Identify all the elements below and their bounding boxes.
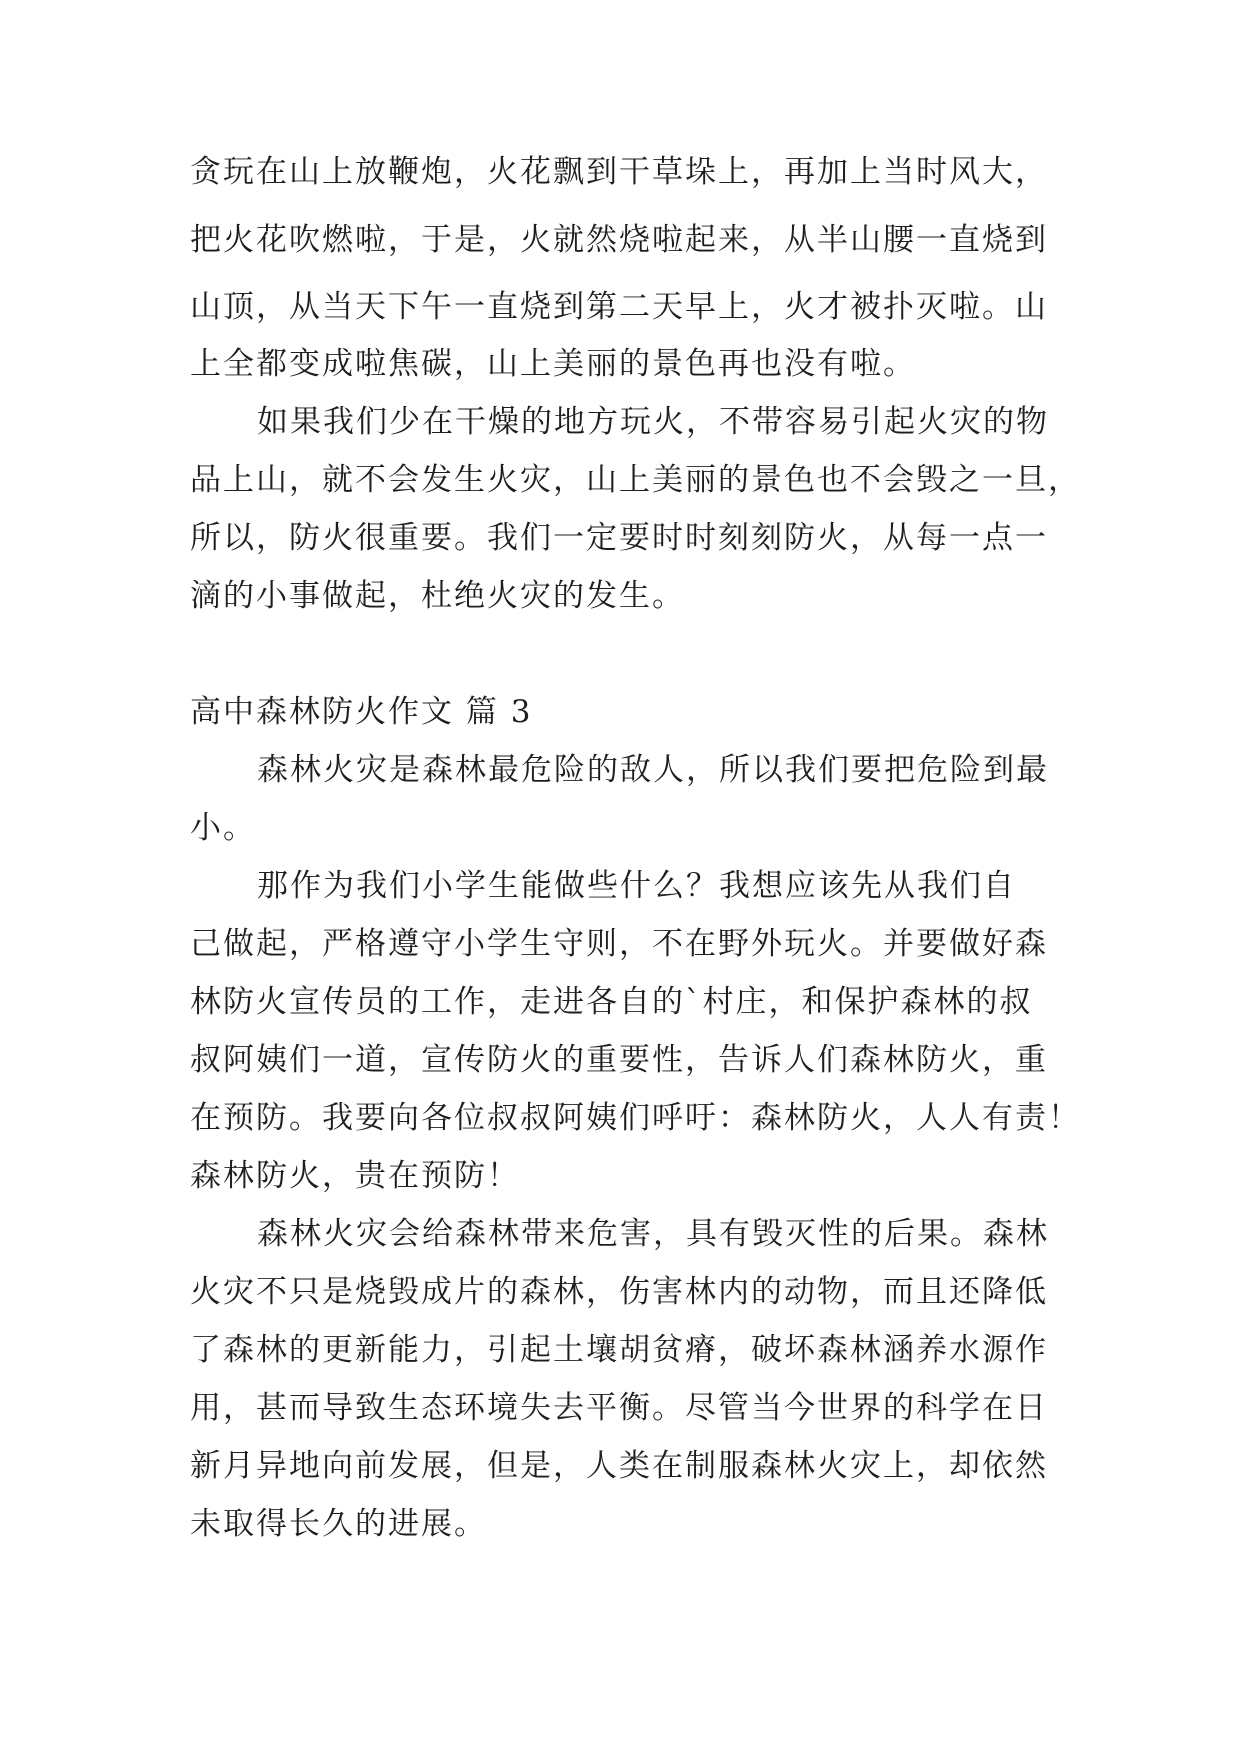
- paragraph-line: 森林火灾会给森林带来危害，具有毁灭性的后果。森林: [257, 1216, 1049, 1252]
- paragraph-line: 小。: [190, 810, 256, 846]
- paragraph-line: 了森林的更新能力，引起土壤胡贫瘠，破坏森林涵养水源作: [190, 1332, 1048, 1368]
- paragraph-line: 新月异地向前发展，但是，人类在制服森林火灾上，却依然: [190, 1448, 1048, 1484]
- paragraph-line: 未取得长久的进展。: [190, 1506, 487, 1542]
- section-heading: 高中森林防火作文 篇 3: [190, 694, 533, 730]
- paragraph-line: 森林火灾是森林最危险的敌人，所以我们要把危险到最: [257, 752, 1049, 788]
- paragraph-line: 己做起，严格遵守小学生守则，不在野外玩火。并要做好森: [190, 926, 1048, 962]
- paragraph-line: 那作为我们小学生能做些什么？我想应该先从我们自: [257, 868, 1016, 904]
- paragraph-line: 上全都变成啦焦碳，山上美丽的景色再也没有啦。: [190, 346, 916, 382]
- paragraph-line: 火灾不只是烧毁成片的森林，伤害林内的动物，而且还降低: [190, 1274, 1048, 1310]
- paragraph-line: 品上山，就不会发生火灾，山上美丽的景色也不会毁之一旦，: [190, 462, 1081, 498]
- paragraph-line: 叔阿姨们一道，宣传防火的重要性，告诉人们森林防火，重: [190, 1042, 1048, 1078]
- paragraph-line: 如果我们少在干燥的地方玩火，不带容易引起火灾的物: [257, 404, 1049, 440]
- paragraph-line: 贪玩在山上放鞭炮，火花飘到干草垛上，再加上当时风大，: [190, 154, 1048, 190]
- paragraph-line: 把火花吹燃啦，于是，火就然烧啦起来，从半山腰一直烧到: [190, 222, 1048, 258]
- paragraph-line: 用，甚而导致生态环境失去平衡。尽管当今世界的科学在日: [190, 1390, 1048, 1426]
- paragraph-line: 所以，防火很重要。我们一定要时时刻刻防火，从每一点一: [190, 520, 1048, 556]
- paragraph-line: 山顶，从当天下午一直烧到第二天早上，火才被扑灭啦。山: [190, 289, 1048, 325]
- paragraph-line: 森林防火，贵在预防！: [190, 1158, 520, 1194]
- paragraph-line: 滴的小事做起，杜绝火灾的发生。: [190, 578, 685, 614]
- paragraph-line: 在预防。我要向各位叔叔阿姨们呼吁：森林防火，人人有责！: [190, 1100, 1081, 1136]
- paragraph-line: 林防火宣传员的工作，走进各自的`村庄，和保护森林的叔: [190, 984, 1033, 1020]
